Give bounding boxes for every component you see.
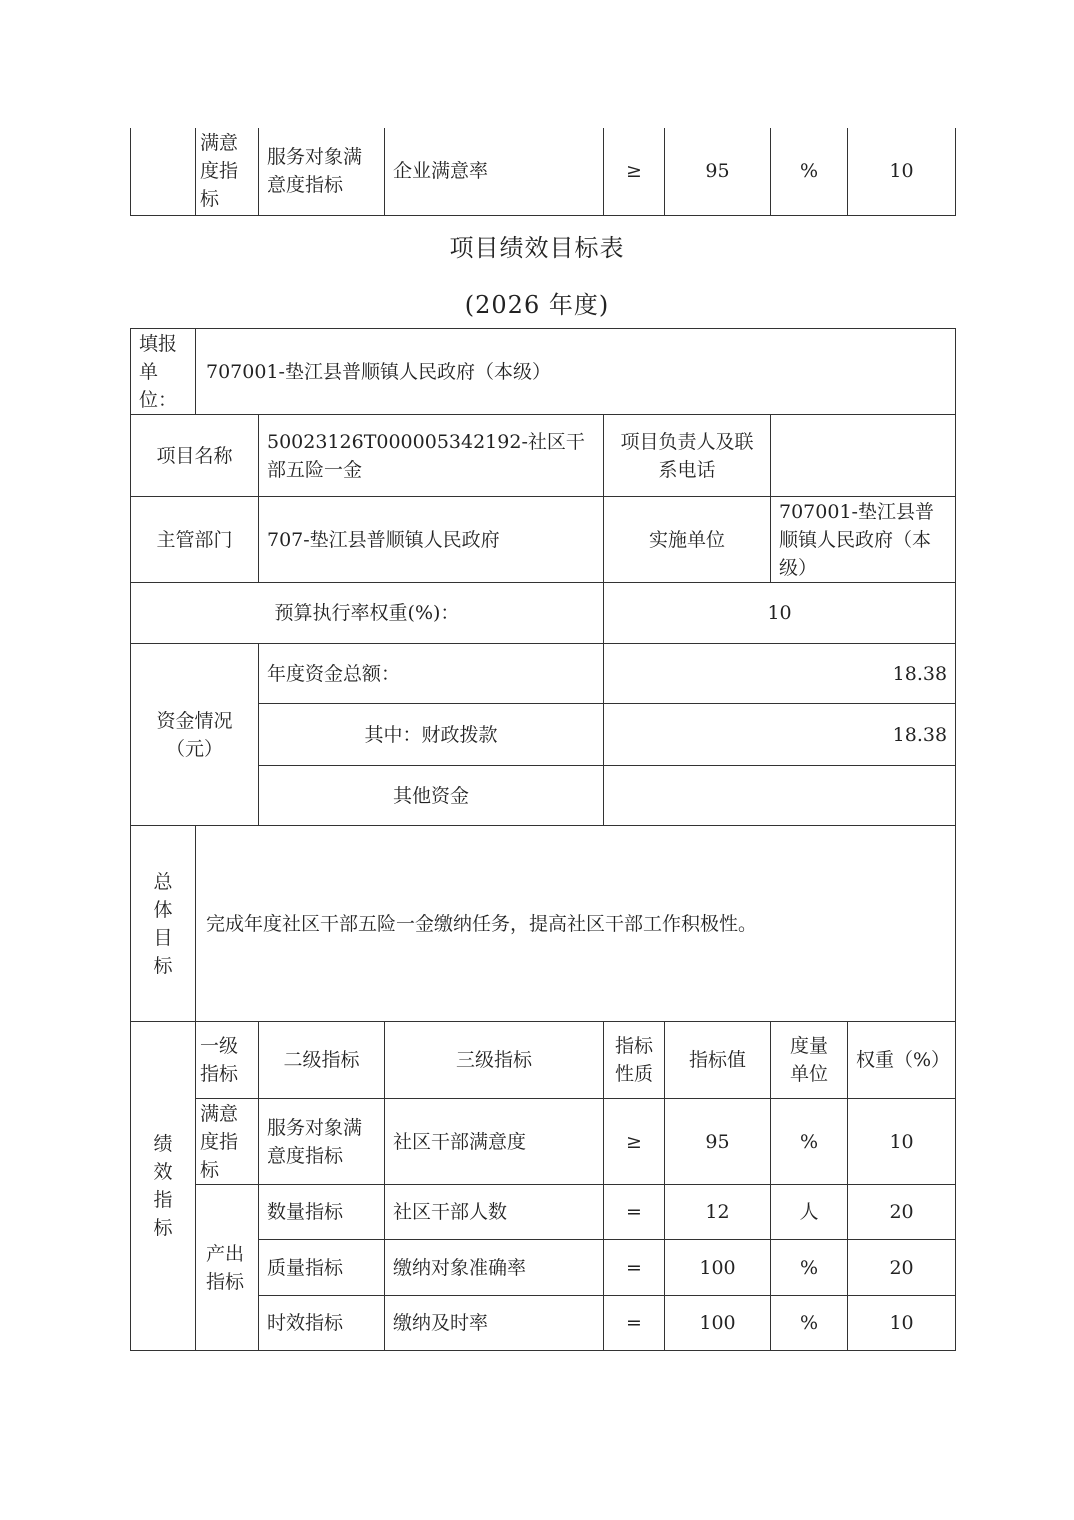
satisfaction-level1: 满意度指标 — [196, 1099, 259, 1185]
unit-cell: % — [771, 128, 848, 215]
output-unit: 人 — [771, 1185, 848, 1240]
satisfaction-value: 95 — [665, 1099, 771, 1185]
table-row — [131, 415, 956, 497]
table-row — [131, 826, 956, 1022]
table-row — [131, 497, 956, 583]
satisfaction-weight: 10 — [848, 1099, 956, 1185]
table-row — [131, 644, 956, 704]
table-row — [131, 583, 956, 644]
header-level1: 一级指标 — [196, 1022, 259, 1099]
previous-table-continuation — [130, 128, 956, 216]
satisfaction-level2: 服务对象满意度指标 — [259, 1099, 385, 1185]
table-row — [131, 1022, 956, 1099]
funds-fiscal-label: 其中：财政拨款 — [259, 704, 604, 766]
output-value: 100 — [665, 1296, 771, 1351]
output-level2: 时效指标 — [259, 1296, 385, 1351]
perf-label: 绩效指标 — [131, 1022, 196, 1351]
header-unit: 度量单位 — [771, 1022, 848, 1099]
weight-cell: 10 — [848, 128, 956, 215]
output-level3: 缴纳对象准确率 — [385, 1240, 604, 1296]
table-row — [131, 1099, 956, 1185]
funds-fiscal-value: 18.38 — [604, 704, 956, 766]
dept-label: 主管部门 — [131, 497, 259, 583]
level1-cell: 满意度指标 — [196, 128, 259, 215]
table-row — [131, 1185, 956, 1240]
dept-value: 707-垫江县普顺镇人民政府 — [259, 497, 604, 583]
empty-cell — [131, 128, 196, 215]
unit-value: 707001-垫江县普顺镇人民政府（本级） — [196, 329, 956, 415]
level3-cell: 企业满意率 — [385, 128, 604, 215]
contact-value — [771, 415, 956, 497]
output-level2: 数量指标 — [259, 1185, 385, 1240]
output-value: 12 — [665, 1185, 771, 1240]
funds-other-value — [604, 766, 956, 826]
output-value: 100 — [665, 1240, 771, 1296]
nature-cell: ≥ — [604, 128, 665, 215]
output-label: 产出指标 — [196, 1185, 259, 1351]
funds-total-value: 18.38 — [604, 644, 956, 704]
contact-label: 项目负责人及联系电话 — [604, 415, 771, 497]
project-name-label: 项目名称 — [131, 415, 259, 497]
funds-other-label: 其他资金 — [259, 766, 604, 826]
unit-label-text: 填报单位： — [139, 332, 178, 411]
header-value: 指标值 — [665, 1022, 771, 1099]
budget-rate-value: 10 — [604, 583, 956, 644]
table-row — [131, 329, 956, 415]
level2-cell: 服务对象满意度指标 — [259, 128, 385, 215]
output-unit: % — [771, 1296, 848, 1351]
output-level3: 社区干部人数 — [385, 1185, 604, 1240]
table-row — [131, 128, 956, 215]
page-title: 项目绩效目标表 — [449, 234, 625, 262]
header-level3: 三级指标 — [385, 1022, 604, 1099]
overall-label: 总体目标 — [131, 826, 196, 1022]
performance-target-table — [130, 328, 956, 1351]
output-level3: 缴纳及时率 — [385, 1296, 604, 1351]
satisfaction-nature: ≥ — [604, 1099, 665, 1185]
page-subtitle-year: (2026 年度) — [464, 291, 610, 319]
output-weight: 10 — [848, 1296, 956, 1351]
output-weight: 20 — [848, 1240, 956, 1296]
funds-total-label: 年度资金总额： — [259, 644, 604, 704]
budget-rate-label: 预算执行率权重(%)： — [131, 583, 604, 644]
header-weight: 权重（%） — [848, 1022, 956, 1099]
output-nature: = — [604, 1240, 665, 1296]
output-level2: 质量指标 — [259, 1240, 385, 1296]
funds-label: 资金情况（元） — [131, 644, 259, 826]
project-name-value: 50023126T000005342192-社区干部五险一金 — [259, 415, 604, 497]
output-unit: % — [771, 1240, 848, 1296]
value-cell: 95 — [665, 128, 771, 215]
satisfaction-unit: % — [771, 1099, 848, 1185]
satisfaction-level3: 社区干部满意度 — [385, 1099, 604, 1185]
impl-value: 707001-垫江县普顺镇人民政府（本级） — [771, 497, 956, 583]
output-weight: 20 — [848, 1185, 956, 1240]
output-nature: = — [604, 1185, 665, 1240]
output-nature: = — [604, 1296, 665, 1351]
header-level2: 二级指标 — [259, 1022, 385, 1099]
header-nature: 指标性质 — [604, 1022, 665, 1099]
unit-label — [131, 329, 196, 415]
impl-label: 实施单位 — [604, 497, 771, 583]
overall-text: 完成年度社区干部五险一金缴纳任务，提高社区干部工作积极性。 — [196, 826, 956, 1022]
